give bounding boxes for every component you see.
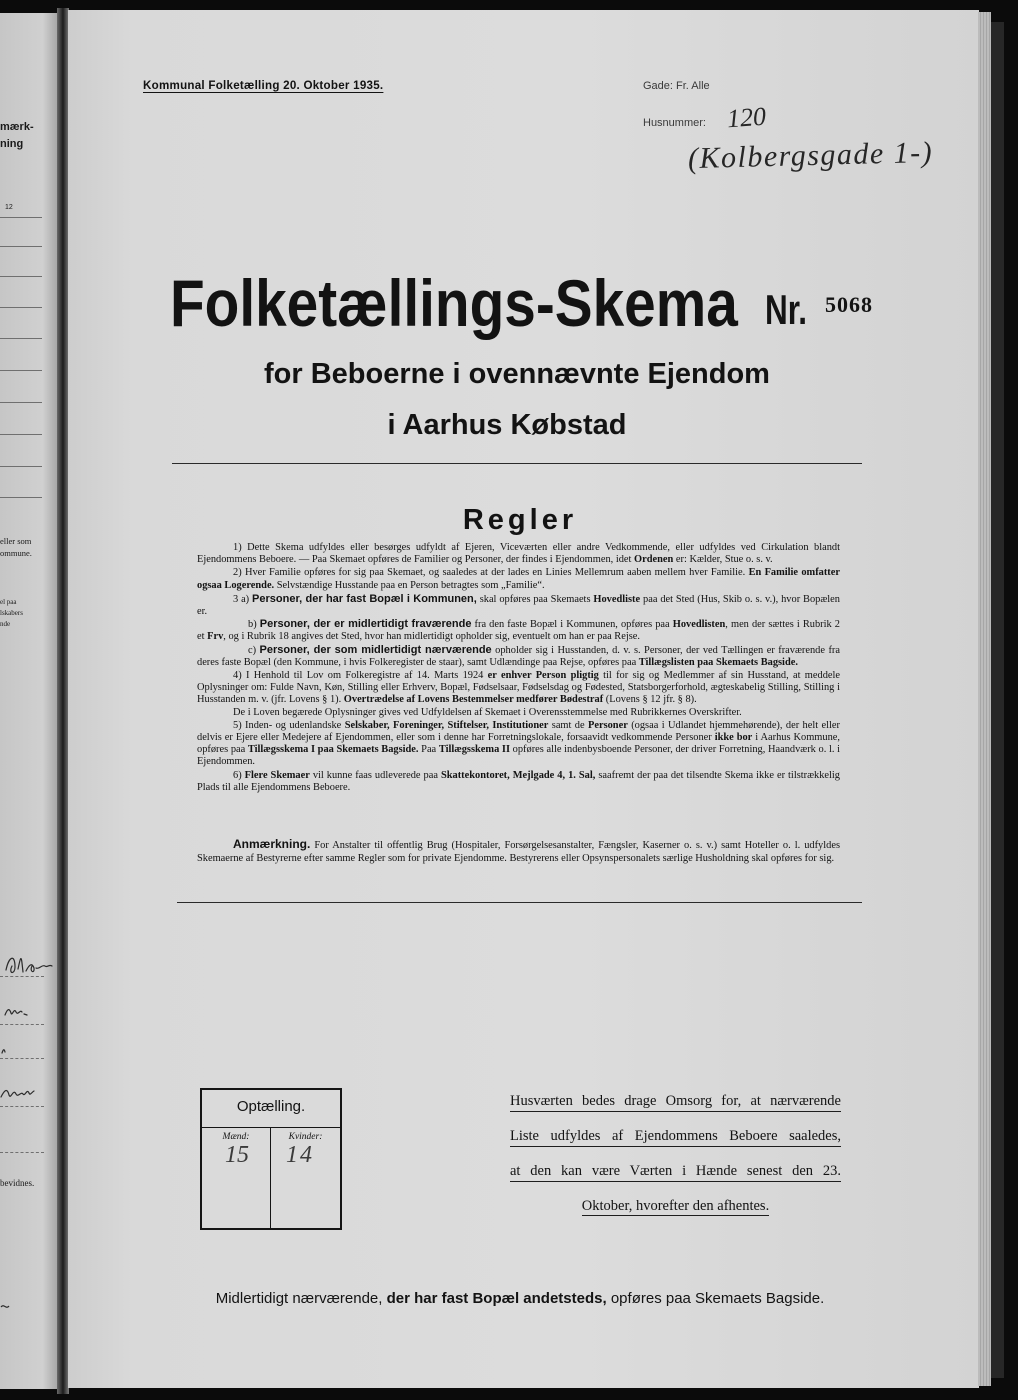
form-subtitle: i Aarhus Købstad (387, 409, 627, 441)
rule-heading: Personer, der er midlertidigt fraværende (259, 618, 472, 631)
remark-paragraph (197, 838, 840, 865)
rules-heading: Regler (462, 504, 578, 536)
rule-text: fra den faste Bopæl i Kommunen, opføres paa (471, 619, 673, 631)
rule-paragraph (197, 542, 840, 566)
left-page-fragment: ommune. (0, 548, 32, 558)
rule-text: opføres alle indenbysboende Personer, der driver Forretning, Haandværk o. l. i Ejendommen. (197, 744, 840, 768)
rule-text: 4) I Henhold til Lov om Folkeregistre af 14. Marts 1924 (233, 670, 488, 682)
rule-text: (Lovens § 12 jfr. § 8). (603, 694, 697, 706)
divider (177, 902, 862, 903)
rule-emphasis: ikke bor (714, 732, 753, 744)
left-page-rule (0, 497, 42, 498)
rule-text: skal opføres paa Skemaets (476, 593, 594, 605)
rules-text (197, 542, 840, 794)
left-page-fragment: lskabers (0, 609, 23, 617)
rule-emphasis: Selskaber, Foreninger, Stiftelser, Institutioner (344, 719, 549, 731)
house-number-label: Husnummer: (643, 117, 706, 129)
rule-paragraph (197, 670, 840, 707)
count-box-divider (202, 1127, 340, 1128)
footer-emphasis: der har fast Bopæl andetsteds, (386, 1290, 607, 1307)
rule-text: , men der sættes i Rubrik 2 et (197, 619, 840, 643)
remark-label: Anmærkning. (233, 837, 311, 851)
rule-text: 3 a) (233, 593, 253, 605)
landlord-notice-line: Husværten bedes drage Omsorg for, at nærværende (510, 1092, 841, 1112)
rule-emphasis: Skattekontoret, Mejlgade 4, 1. Sal, (440, 769, 596, 781)
rule-heading: Personer, der har fast Bopæl i Kommunen, (252, 592, 477, 605)
rule-paragraph (197, 720, 840, 769)
street-value: Fr. Alle (676, 80, 710, 92)
rule-text: (ogsaa i Udlandet hjemmehørende), der helt eller delvis er Ejere eller Medejere af Ejendommen, eller som i denne har Forretningslokale, forsaavidt vedkommende Personer (197, 719, 840, 744)
rule-text: 1) Dette Skema udfyldes eller besørges udfyldt af Ejeren, Viceværten eller andre Vedkommende, eller udfyldes ved Cirkulation blandt Ejendommens Beboere. — Paa Skemaet opføres de Familier og Personer, der findes i Ejendommen, idet (197, 542, 840, 566)
book-binding (991, 22, 1004, 1378)
rule-emphasis: Flere Skemaer (244, 769, 310, 781)
left-page-fragment: 12 (5, 204, 13, 211)
rule-text: vil kunne faas udleverede paa (309, 769, 441, 781)
rule-text: c) (248, 644, 260, 656)
rule-emphasis: Overtrædelse af Lovens Bestemmelser medfører Bødestraf (343, 694, 604, 706)
footer-text: Midlertidigt nærværende, (215, 1290, 387, 1307)
rule-emphasis: Frv (207, 631, 224, 643)
left-page-rule (0, 434, 42, 435)
rule-emphasis: Personer (588, 719, 628, 731)
rule-paragraph (197, 707, 840, 719)
left-page-fragment: ning (0, 138, 24, 150)
rule-text: opholder sig i Husstanden, d. v. s. Personer, der ved Tællingen er fraværende fra deres faste Bopæl (den Kommune, i hvis Folkeregister de staar), samt Udlændinge paa Rejse, opføres paa (197, 644, 841, 668)
left-page-fragment: mærk- (0, 121, 34, 133)
left-page-rule (0, 307, 42, 308)
rule-text: b) (248, 619, 260, 631)
rule-text: 2) Hver Familie opføres for sig paa Skemaet, og saaledes at der lades en Linies Mellemrum aaben mellem hver Familie. (233, 567, 749, 579)
rule-text: De i Loven begærede Oplysninger gives ved Udfyldelsen af Skemaet i Overensstemmelse med Rubrikkernes Overskrifter. (233, 706, 742, 718)
footer-text: opføres paa Skemaets Bagside. (606, 1290, 825, 1307)
left-page-fragment: bevidnes. (0, 1178, 35, 1188)
remark-text: For Anstalter til offentlig Brug (Hospitaler, Forsørgelsesanstalter, Fængsler, Kaserner o. s. v.) samt Hoteller o. l. udfyldes Skemaerne af Bestyrerne efter samme Regler som for private Ejendomme. Bestyrerens eller Opsynspersonalets særlige Husholdning skal opføres for sig. (197, 840, 840, 864)
form-subtitle: for Beboerne i ovennævnte Ejendom (264, 358, 770, 390)
rule-text: i Aarhus Kommune, opføres paa (197, 732, 840, 756)
left-page-rule (0, 338, 42, 339)
rule-emphasis: Hovedliste (593, 593, 641, 605)
rule-emphasis: Ordenen (634, 554, 674, 566)
rule-paragraph (197, 644, 840, 669)
count-box-title: Optælling. (236, 1098, 306, 1115)
rule-paragraph (197, 770, 840, 794)
rule-emphasis: En Familie omfatter ogsaa Logerende. (197, 567, 840, 591)
left-page-fragment: eller som (0, 536, 32, 546)
left-page-rule (0, 246, 42, 247)
left-page-content (0, 0, 57, 1400)
count-box-column-divider (270, 1128, 271, 1228)
landlord-notice-line: Oktober, hvorefter den afhentes. (581, 1198, 770, 1214)
rule-text: 6) (233, 769, 245, 781)
rule-text: Selvstændige Husstande paa en Person betragtes som „Familie“. (274, 579, 545, 591)
left-page-fragment: nde (0, 620, 11, 628)
handwritten-scribble (0, 1300, 20, 1314)
landlord-notice-line: Liste udfyldes af Ejendommens Beboere saaledes, (510, 1127, 841, 1147)
landlord-notice-line: at den kan være Værten i Hænde senest den 23. (510, 1162, 841, 1182)
rule-emphasis: Tillægslisten paa Skemaets Bagside. (638, 656, 798, 668)
rule-emphasis: er enhver Person pligtig (487, 670, 599, 682)
rule-emphasis: Tillægsskema II (438, 744, 510, 756)
rule-text: paa det Sted (Hus, Skib o. s. v.), hvor Bopælen er. (197, 593, 840, 618)
men-label: Mænd: (222, 1132, 250, 1142)
rule-text: saafremt der paa det tilsendte Skema ikke er tilstrækkelig Plads til alle Ejendommens Beboere. (197, 769, 840, 793)
street-label: Gade: (643, 80, 673, 92)
handwritten-scribble (0, 945, 57, 1115)
landlord-notice-last-line (510, 1197, 841, 1215)
form-title: Folketællings-Skema (170, 266, 738, 340)
rule-paragraph (197, 593, 840, 618)
rule-text: , og i Rubrik 18 angives det Sted, hvor han midlertidigt opholder sig, eventuelt om han er paa Rejse. (223, 631, 640, 643)
rule-text: til for sig og Medlemmer af sin Husstand, at meddele Oplysninger om: Fulde Navn, Køn, Stilling eller Erhverv, Bopæl, Fødselsaar, Fødselsdag og Fødested, Statsborgerforhold, ægteskabelig Stilling, Stilling i Husstanden m. v. (jfr. Lovens § 1). (197, 670, 840, 706)
handwritten-street-note: (Kolbergsgade 1-) (687, 135, 934, 176)
rule-emphasis: Tillægsskema I paa Skemaets Bagside. (247, 744, 419, 756)
stacked-page-edges (978, 12, 991, 1386)
house-number-value: 120 (726, 101, 767, 134)
women-count: 14 (286, 1142, 314, 1168)
divider (172, 463, 862, 464)
left-page-fragment: el paa (0, 598, 17, 606)
rule-text: samt de (548, 719, 588, 731)
form-number-label: Nr. (765, 286, 808, 333)
rule-text: 5) Inden- og udenlandske (233, 719, 345, 731)
footer-instruction (170, 1290, 870, 1308)
rule-text: Paa (418, 744, 439, 756)
rule-emphasis: Hovedlisten (672, 619, 726, 631)
rule-paragraph (197, 567, 840, 591)
rule-paragraph (197, 618, 840, 643)
women-label: Kvinder: (288, 1132, 323, 1142)
form-number-value: 5068 (825, 292, 873, 317)
rule-text: er: Kælder, Stue o. s. v. (673, 554, 773, 566)
men-count: 15 (225, 1142, 249, 1168)
left-page-rule (0, 370, 42, 371)
census-title: Kommunal Folketælling 20. Oktober 1935. (143, 79, 384, 92)
rule-heading: Personer, der som midlertidigt nærværende (259, 643, 492, 656)
left-page-rule (0, 217, 42, 218)
count-box (200, 1088, 342, 1230)
street-field (643, 80, 710, 92)
left-page-rule (0, 466, 42, 467)
left-page-rule (0, 402, 42, 403)
left-page-rule (0, 276, 42, 277)
left-page-rule (0, 1152, 44, 1153)
